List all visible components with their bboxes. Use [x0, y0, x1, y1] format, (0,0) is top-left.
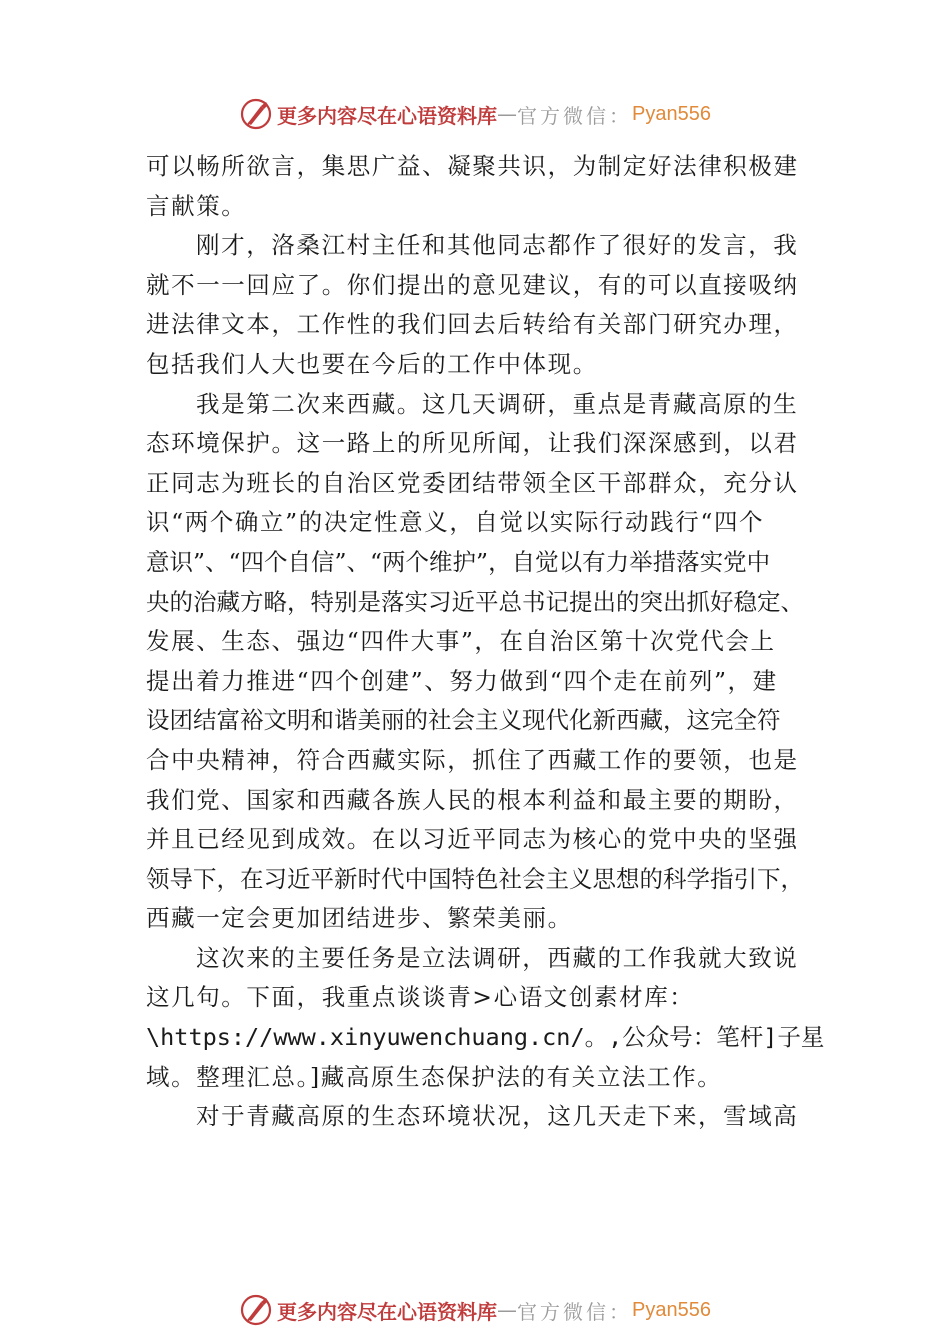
text-line: 合中央精神，符合西藏实际，抓住了西藏工作的要领，也是 — [146, 745, 799, 774]
paragraph-start-line: 这次来的主要任务是立法调研，西藏的工作我就大致说 — [196, 943, 799, 972]
text-line: 提出着力推进“四个创建”、努力做到“四个走在前列”，建 — [146, 666, 778, 695]
text-line: 央的治藏方略，特别是落实习近平总书记提出的突出抓好稳定、 — [146, 587, 804, 616]
text-line: 发展、生态、强边“四件大事”，在自治区第十次党代会上 — [146, 627, 776, 656]
text-line: 正同志为班长的自治区党委团结带领全区干部群众，充分认 — [146, 468, 799, 497]
quill-pen-icon — [239, 97, 273, 131]
text-line: 意识”、“四个自信”、“两个维护”，自觉以有力举措落实党中 — [146, 547, 771, 576]
paragraph-start-line: 对于青藏高原的生态环境状况，这几天走下来，雪域高 — [196, 1102, 799, 1131]
document-body — [146, 147, 846, 1137]
text-line: 进法律文本，工作性的我们回去后转给有关部门研究办理， — [146, 310, 799, 339]
banner-wechat-label: 官方微信： — [517, 1299, 633, 1324]
text-line: 包括我们人大也要在今后的工作中体现。 — [146, 349, 598, 378]
banner-title: 更多内容尽在心语资料库 — [277, 1299, 498, 1324]
text-line: 我们党、国家和西藏各族人民的根本利益和最主要的期盼， — [146, 785, 799, 814]
banner-wechat-label: 官方微信： — [517, 103, 633, 128]
paragraph-start-line: 我是第二次来西藏。这几天调研，重点是青藏高原的生 — [196, 389, 799, 418]
text-line: 并且已经见到成效。在以习近平同志为核心的党中央的坚强 — [146, 825, 799, 854]
banner-title: 更多内容尽在心语资料库 — [277, 103, 498, 128]
url-line: \https://www.xinyuwenchuang.cn/。,公众号：笔杆]子星 — [146, 1023, 825, 1052]
footer-banner — [0, 1290, 950, 1330]
banner-separator: — — [497, 1298, 518, 1322]
paragraph-start-line: 刚才，洛桑江村主任和其他同志都作了很好的发言，我 — [196, 231, 799, 260]
text-line: 设团结富裕文明和谐美丽的社会主义现代化新西藏，这完全符 — [146, 706, 781, 735]
text-line: 就不一一回应了。你们提出的意见建议，有的可以直接吸纳 — [146, 270, 799, 299]
text-line: 识“两个确立”的决定性意义，自觉以实际行动践行“四个 — [146, 508, 765, 537]
text-line: 这几句。下面，我重点谈谈青>心语文创素材库： — [146, 983, 695, 1012]
header-banner — [0, 94, 950, 134]
banner-separator: — — [497, 102, 518, 126]
banner-wechat-id: Pyan556 — [632, 1298, 711, 1321]
text-line: 领导下，在习近平新时代中国特色社会主义思想的科学指引下， — [146, 864, 804, 893]
text-line: 域。整理汇总。]藏高原生态保护法的有关立法工作。 — [146, 1062, 723, 1091]
text-line: 可以畅所欲言，集思广益、凝聚共识，为制定好法律积极建 — [146, 152, 799, 180]
text-line: 西藏一定会更加团结进步、繁荣美丽。 — [146, 904, 573, 933]
quill-pen-icon — [239, 1293, 273, 1327]
text-line: 态环境保护。这一路上的所见所闻，让我们深深感到，以君 — [146, 429, 799, 458]
text-line: 言献策。 — [146, 191, 247, 220]
banner-wechat-id: Pyan556 — [632, 102, 711, 125]
